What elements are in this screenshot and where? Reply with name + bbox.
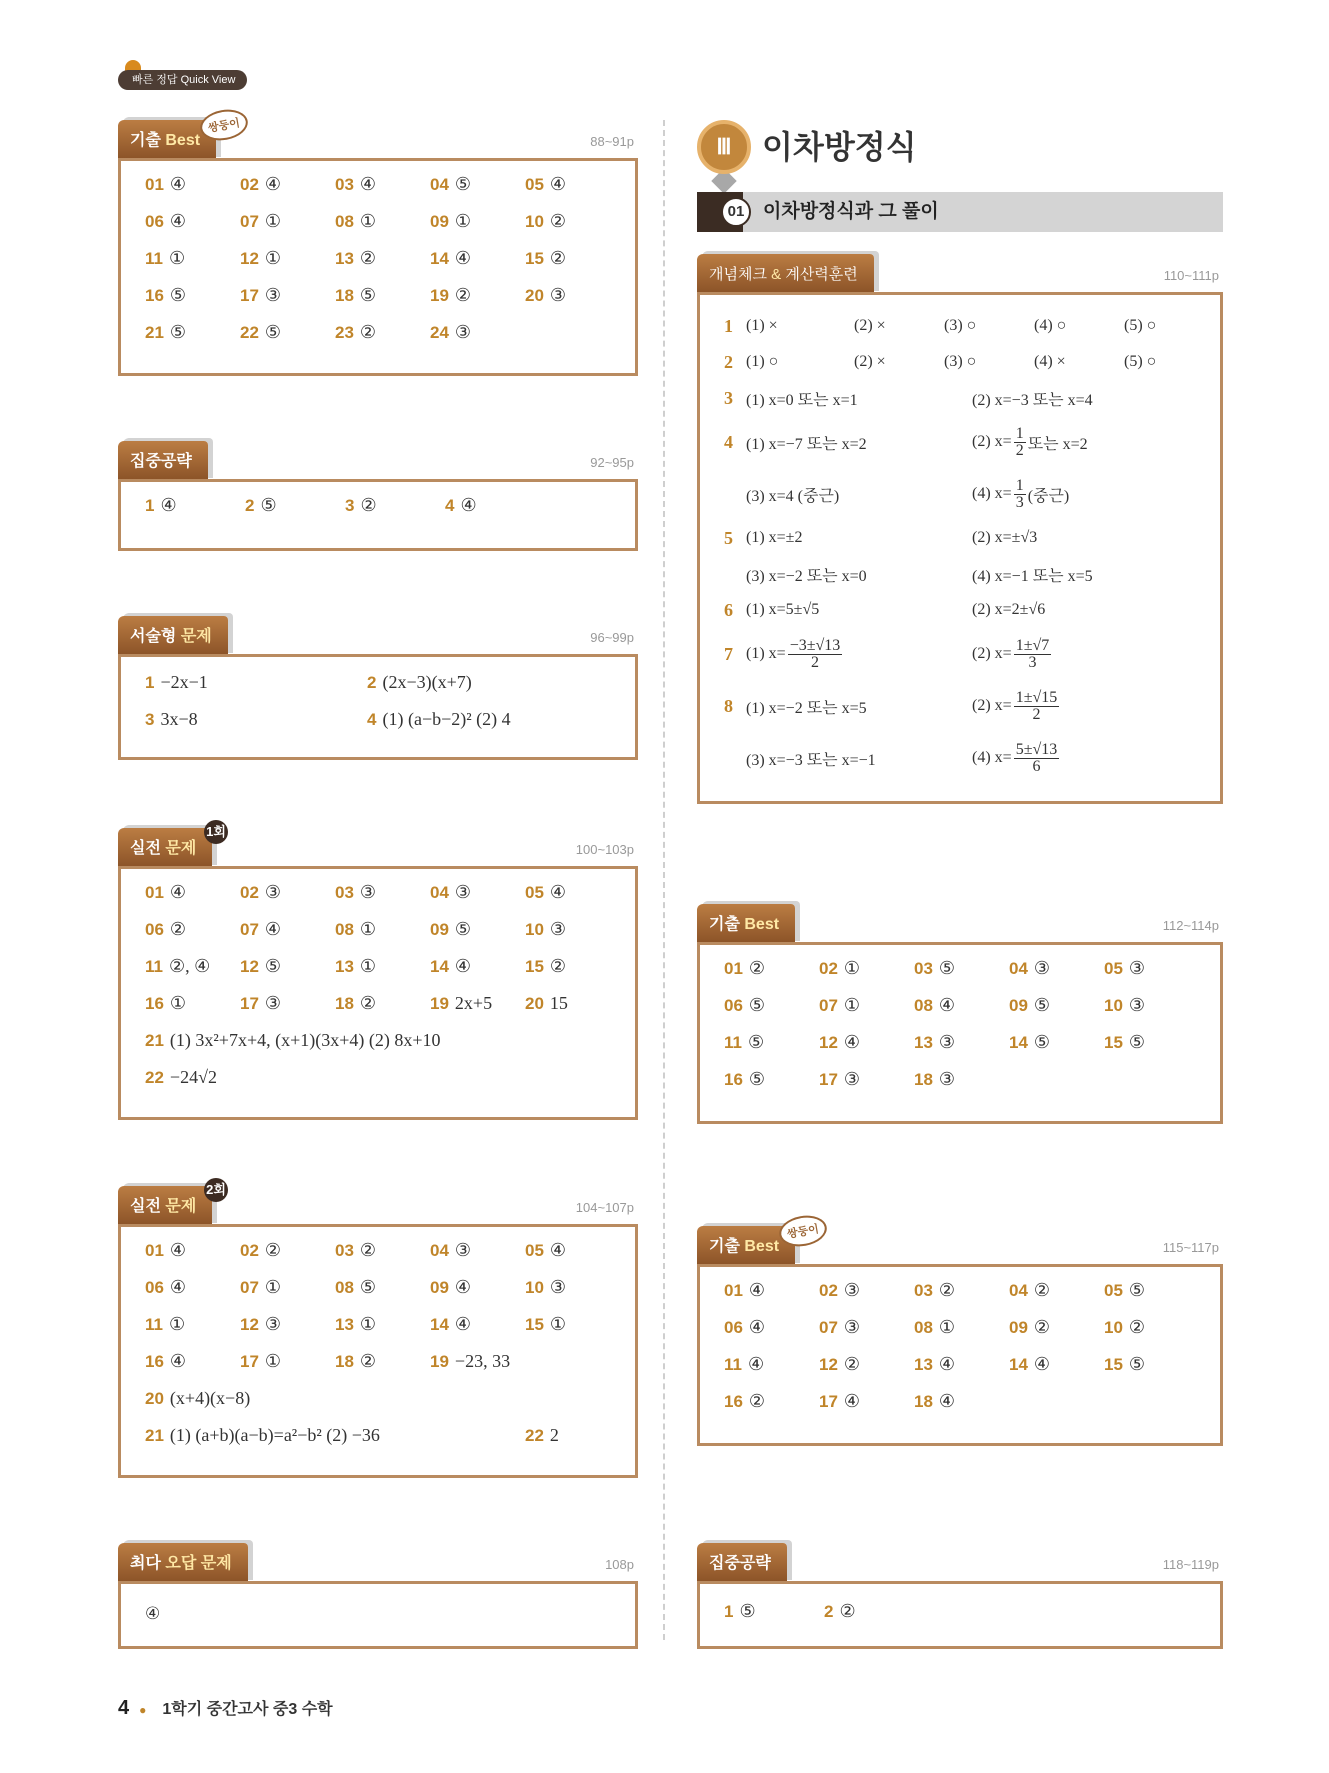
answer-item: 06 ⑤ [724, 995, 766, 1015]
section-best-twin-2 [697, 1223, 1223, 1446]
answer-item: 18 ② [335, 993, 377, 1013]
answer-item: 12 ⑤ [240, 956, 282, 976]
answer-item: 06 ④ [145, 1277, 187, 1297]
answer-item: 19 2x+5 [430, 993, 493, 1013]
tab-label: 기출 Best [697, 904, 795, 944]
answer-grid [145, 172, 635, 345]
answer-item: 21 ⑤ [145, 322, 187, 342]
answer-item: 13 ① [335, 1314, 377, 1334]
answer-item: 22 ⑤ [240, 322, 282, 342]
tab-label: 실전 문제 [118, 828, 212, 868]
answer-item: 07 ① [240, 211, 282, 231]
page-range: 118~119p [1162, 1557, 1219, 1572]
tab-label: 기출 Best [697, 1226, 795, 1266]
answer-item: 04 ⑤ [430, 174, 472, 194]
answer-item: 05 ④ [525, 174, 567, 194]
answer-item: 05 ④ [525, 1240, 567, 1260]
answer-item: 14 ④ [430, 1314, 472, 1334]
twin-badge: 쌍둥이 [777, 1212, 829, 1250]
section-best-twin [118, 117, 638, 376]
answer-item: 05 ④ [525, 882, 567, 902]
tab-label: 최다 오답 문제 [118, 1543, 248, 1583]
answer-item: 08 ⑤ [335, 1277, 377, 1297]
answer-item: 04 ② [1009, 1280, 1051, 1300]
twin-badge: 쌍둥이 [198, 106, 250, 144]
footer: 4 ● 1학기 중간고사 중3 수학 [118, 1697, 333, 1719]
answer-item: 01 ④ [145, 174, 187, 194]
answer-item: 03 ⑤ [914, 958, 956, 978]
column-divider [663, 120, 665, 1640]
answer: ④ [145, 1604, 161, 1623]
page-number: 4 [118, 1697, 130, 1719]
answer-item: 18 ② [335, 1351, 377, 1371]
answer-item: 18 ③ [914, 1069, 956, 1089]
answer-grid [145, 493, 635, 518]
page-range: 92~95p [590, 455, 634, 470]
page-range: 108p [605, 1557, 634, 1572]
page-range: 110~111p [1163, 268, 1219, 283]
answer-item: 10 ③ [1104, 995, 1146, 1015]
answer-item: 03 ④ [335, 174, 377, 194]
answer-item: 02 ③ [819, 1280, 861, 1300]
page-range: 112~114p [1162, 918, 1219, 933]
round-badge: 2회 [204, 1178, 228, 1202]
answer-item: 24 ③ [430, 322, 472, 342]
answer-item: 13 ② [335, 248, 377, 268]
answer-item: 08 ① [335, 919, 377, 939]
answer-item: 12 ③ [240, 1314, 282, 1334]
page-range: 100~103p [575, 842, 634, 857]
answer-item: 15 ② [525, 956, 567, 976]
answer-item: 09 ⑤ [430, 919, 472, 939]
answer-item: 16 ① [145, 993, 187, 1013]
page-range: 104~107p [575, 1200, 634, 1215]
tab-label: 집중공략 [118, 441, 208, 481]
answer-item: 09 ① [430, 211, 472, 231]
book-title: 1학기 중간고사 중3 수학 [162, 1701, 333, 1718]
unit-title: 이차방정식과 그 풀이 [763, 201, 939, 222]
unit-bar [697, 192, 1223, 232]
answer-item: 05 ⑤ [1104, 1280, 1146, 1300]
answer-item: 12 ② [819, 1354, 861, 1374]
answer-item: 16 ② [724, 1391, 766, 1411]
section-concept-check: 개념체크 & 계산력훈련 110~111p 1 (1) × (2) × (3) ○ (4) ○ (5) ○ 2 (1) ○ (2) × (3) ○ (4) × (5) ○ 3 (1) x=0 또는 x=1 (2) x=−3 또는 x=4 4 (1) x=−7 또는 x=2 (2) x= $\frac{1}{2}$ 또는 x=2 (3) x=4 (중근) (4) x= $\frac{1}{3}$ (중근) 5 (1) x=±2 (2) x=±√3 (3) x=−2 또는 x=0 (4) x=−1 또는 x=5 6 (1) x=5±√5 (2) x=2±√6 7 (1) x= $\frac{-3\pm√13}{2}$ (2) x= $\frac{1\pm√7}{3}$ 8 (1) x=−2 또는 x=5 (2) x= $\frac{1\pm√15}{2}$ (3) x=−3 또는 x=−1 (4) x= $\frac{5\pm√13}{6}$ [697, 292, 1223, 804]
answer-item: 04 ③ [430, 882, 472, 902]
answer-item: 18 ⑤ [335, 285, 377, 305]
answer-item: 20 15 [525, 993, 568, 1013]
answer-grid [724, 956, 1220, 1092]
answer-item: 23 ② [335, 322, 377, 342]
answer-item: 06 ② [145, 919, 187, 939]
answer-item: 16 ⑤ [145, 285, 187, 305]
answer-item: 07 ④ [240, 919, 282, 939]
answer-item: 01 ④ [145, 882, 187, 902]
answer-item: 08 ④ [914, 995, 956, 1015]
answer-item: 15 ⑤ [1104, 1032, 1146, 1052]
answer-item: 4 ④ [445, 495, 477, 515]
section-practice-2: 실전 문제 2회 104~107p 01 ④ 02 ② 03 ② 04 ③ 05 ④ 06 ④ 07 ① 08 ⑤ 09 ④ 10 ③ 11 ① 12 ③ 13 ① 14 ④ 15 ① 16 ④ 17 ① 18 ② 19 −23, 33 20 (x+4)(x−8) 21 (1) (a+b)(a−b)=a²−b² (2) −36 22 2 [118, 1224, 638, 1478]
answer-item: 07 ③ [819, 1317, 861, 1337]
answer-item: 15 ⑤ [1104, 1354, 1146, 1374]
chapter-number: Ⅲ [697, 120, 751, 174]
answer-grid [724, 1599, 1220, 1624]
page-range: 115~117p [1162, 1240, 1219, 1255]
answer-item: 17 ④ [819, 1391, 861, 1411]
answer-grid [724, 1278, 1220, 1414]
answer-item: 11 ②, ④ [145, 956, 211, 976]
answer-item: 1 ④ [145, 495, 177, 515]
answer-item: 15 ① [525, 1314, 567, 1334]
answer-grid [145, 1238, 635, 1374]
answer-item: 17 ③ [819, 1069, 861, 1089]
answer-item: 02 ④ [240, 174, 282, 194]
unit-number: 01 [721, 197, 751, 227]
answer-item: 01 ④ [724, 1280, 766, 1300]
answer-item: 14 ④ [1009, 1354, 1051, 1374]
answer-item: 03 ② [335, 1240, 377, 1260]
answer-item: 16 ④ [145, 1351, 187, 1371]
tab-label: 집중공략 [697, 1543, 787, 1583]
answer-item: 11 ⑤ [724, 1032, 765, 1052]
answer-item: 02 ① [819, 958, 861, 978]
answer-item: 10 ② [525, 211, 567, 231]
answer-item: 19 −23, 33 [430, 1351, 511, 1371]
answer-item: 3 ② [345, 495, 377, 515]
answer-grid [145, 880, 635, 1016]
round-badge: 1회 [204, 820, 228, 844]
page-range: 96~99p [590, 630, 634, 645]
tab-label: 실전 문제 [118, 1186, 212, 1226]
section-focus [118, 453, 638, 551]
answer-item: 14 ④ [430, 248, 472, 268]
answer-item: 08 ① [335, 211, 377, 231]
tab-label: 기출 Best [118, 120, 216, 160]
answer-item: 13 ④ [914, 1354, 956, 1374]
answer-item: 12 ④ [819, 1032, 861, 1052]
answer-item: 07 ① [240, 1277, 282, 1297]
answer-item: 02 ③ [240, 882, 282, 902]
answer-item: 06 ④ [145, 211, 187, 231]
section-best-2 [697, 916, 1223, 1124]
answer-item: 2 ⑤ [245, 495, 277, 515]
quick-view-label: 빠른 정답 Quick View [118, 70, 247, 90]
answer-item: 10 ③ [525, 919, 567, 939]
section-focus-2 [697, 1555, 1223, 1649]
answer-item: 16 ⑤ [724, 1069, 766, 1089]
tab-label: 개념체크 & 계산력훈련 [697, 254, 874, 294]
answer-item: 15 ② [525, 248, 567, 268]
answer-item: 13 ① [335, 956, 377, 976]
answer-item: 19 ② [430, 285, 472, 305]
answer-item: 2 ② [824, 1601, 856, 1621]
page-range: 88~91p [590, 134, 634, 149]
answer-item: 09 ⑤ [1009, 995, 1051, 1015]
answer-item: 17 ③ [240, 285, 282, 305]
answer-item: 09 ④ [430, 1277, 472, 1297]
answer-item: 04 ③ [430, 1240, 472, 1260]
answer-item: 1 ⑤ [724, 1601, 756, 1621]
answer-item: 11 ① [145, 248, 186, 268]
answer-item: 03 ② [914, 1280, 956, 1300]
answer-item: 11 ④ [724, 1354, 765, 1374]
section-practice-1: 실전 문제 1회 100~103p 01 ④ 02 ③ 03 ③ 04 ③ 05 ④ 06 ② 07 ④ 08 ① 09 ⑤ 10 ③ 11 ②, ④ 12 ⑤ 13 ① 14 ④ 15 ② 16 ① 17 ③ 18 ② 19 2x+5 20 15 21 (1) 3x²+7x+4, (x+1)(3x+4) (2) 8x+10 22 −24√2 [118, 866, 638, 1120]
answer-item: 01 ② [724, 958, 766, 978]
answer-item: 14 ⑤ [1009, 1032, 1051, 1052]
answer-item: 09 ② [1009, 1317, 1051, 1337]
answer-item: 17 ① [240, 1351, 282, 1371]
answer-item: 10 ③ [525, 1277, 567, 1297]
answer-item: 01 ④ [145, 1240, 187, 1260]
answer-item: 03 ③ [335, 882, 377, 902]
answer-item: 05 ③ [1104, 958, 1146, 978]
section-most-wrong [118, 1555, 638, 1649]
tab-label: 서술형 문제 [118, 616, 228, 656]
answer-item: 17 ③ [240, 993, 282, 1013]
answer-item: 07 ① [819, 995, 861, 1015]
answer-item: 13 ③ [914, 1032, 956, 1052]
answer-item: 18 ④ [914, 1391, 956, 1411]
answer-item: 20 ③ [525, 285, 567, 305]
chapter-title: 이차방정식 [762, 129, 917, 165]
answer-item: 02 ② [240, 1240, 282, 1260]
answer-item: 08 ① [914, 1317, 956, 1337]
section-descriptive: 서술형 문제 96~99p 1 −2x−1 2 (2x−3)(x+7) 3 3x−8 4 (1) (a−b−2)² (2) 4 [118, 654, 638, 760]
answer-item: 12 ① [240, 248, 282, 268]
answer-item: 04 ③ [1009, 958, 1051, 978]
answer-item: 10 ② [1104, 1317, 1146, 1337]
answer-item: 11 ① [145, 1314, 186, 1334]
answer-item: 06 ④ [724, 1317, 766, 1337]
answer-item: 14 ④ [430, 956, 472, 976]
